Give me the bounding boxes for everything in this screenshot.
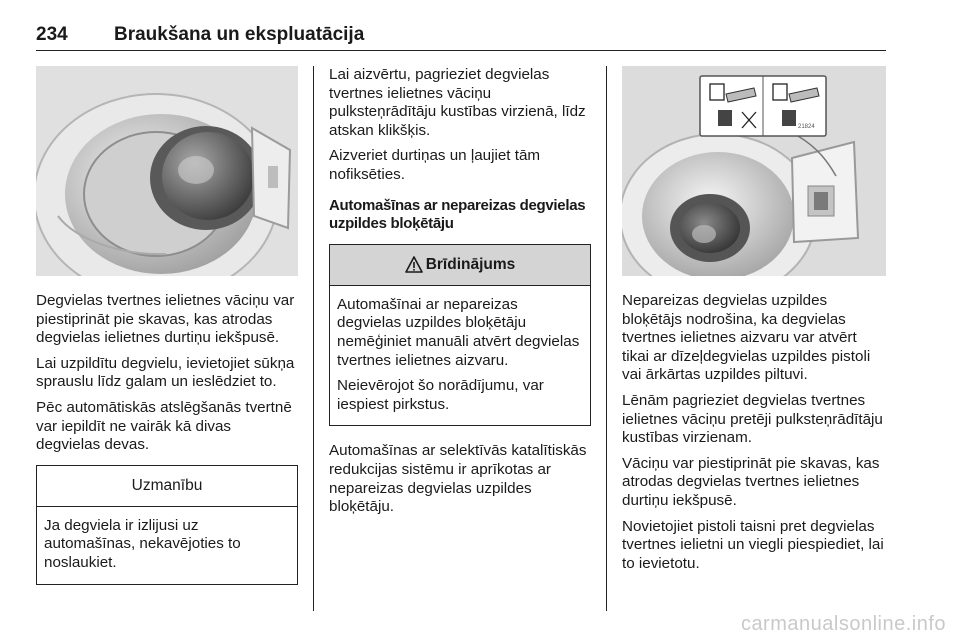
warning-paragraph-2: Neievērojot šo norādījumu, var iespiest pirkstus. [337, 377, 544, 413]
notice-text: Ja degviela ir izlijusi uz automašīnas, nekavējoties to noslaukiet. [44, 516, 241, 571]
col2-paragraph-2: Aizveriet durtiņas un ļaujiet tām nofiksēties. [329, 147, 541, 183]
image-code: 21824 [798, 124, 815, 130]
warning-header [330, 245, 590, 286]
column-3 [622, 66, 886, 580]
col3-paragraph-2: Lēnām pagrieziet degvielas tvertnes ielietnes vāciņu pretēji pulksteņrādītāju kustības virzienam. [622, 391, 883, 447]
col3-paragraph-3: Vāciņu var piestiprināt pie skavas, kas atrodas degvielas tvertnes ielietnes durtiņu iekšpusē. [622, 454, 880, 509]
col1-paragraph-3: Pēc automātiskās atslēgšanās tvertnē var iepildīt ne vairāk kā divas degvielas devas. [36, 398, 292, 454]
page-header [36, 12, 886, 52]
warning-box [329, 244, 591, 427]
page-number: 234 [36, 24, 68, 45]
col1-paragraph-1: Degvielas tvertnes ielietnes vāciņu var piestiprināt pie skavas, kas atrodas degvielas ielietnes durtiņu iekšpusē. [36, 292, 295, 347]
watermark: carmanualsonline.info [740, 613, 946, 635]
warning-paragraph-1: Automašīnai ar nepareizas degvielas uzpildes bloķētāju nemēģiniet manuāli atvērt degvielas tvertnes ielietnes aizvaru. [337, 295, 580, 369]
column-1 [36, 66, 298, 585]
warning-triangle-icon [405, 256, 423, 273]
header-rule [36, 50, 886, 51]
column-divider-1 [313, 66, 314, 611]
column-divider-2 [606, 66, 607, 611]
page-title: Braukšana un ekspluatācija [114, 24, 365, 45]
col2-paragraph-1: Lai aizvērtu, pagrieziet degvielas tvertnes ielietnes vāciņu pulksteņrādītāju kustības virzienā, līdz atskan klikšķis. [329, 66, 586, 139]
col3-paragraph-1: Nepareizas degvielas uzpildes bloķētājs nodrošina, ka degvielas tvertnes ielietnes aizvaru var atvērt tikai ar dīzeļdegvielas uzpildes pistoli vai ārkārtas uzpildes piltuvi. [622, 292, 871, 384]
misfuel-inhibitor-photo [622, 66, 886, 276]
misfuel-inhibitor-illustration [622, 66, 886, 276]
column-2 [329, 66, 591, 524]
notice-box [36, 465, 298, 585]
fuel-cap-photo [36, 66, 298, 276]
warning-title: Brīdinājums [425, 255, 516, 273]
misfuel-subheading: Automašīnas ar nepareizas degvielas uzpildes bloķētāju [329, 196, 586, 233]
col3-paragraph-4: Novietojiet pistoli taisni pret degvielas tvertnes ielietni un viegli piespiediet, lai to ievietotu. [622, 517, 884, 572]
col2-after-paragraph: Automašīnas ar selektīvās katalītiskās redukcijas sistēmu ir aprīkotas ar nepareizas degvielas uzpildes bloķētāju. [329, 442, 587, 516]
fuel-cap-illustration [36, 66, 298, 276]
col1-paragraph-2: Lai uzpildītu degvielu, ievietojiet sūkņa sprauslu līdz galam un ieslēdziet to. [36, 354, 295, 391]
notice-title: Uzmanību [37, 466, 297, 507]
